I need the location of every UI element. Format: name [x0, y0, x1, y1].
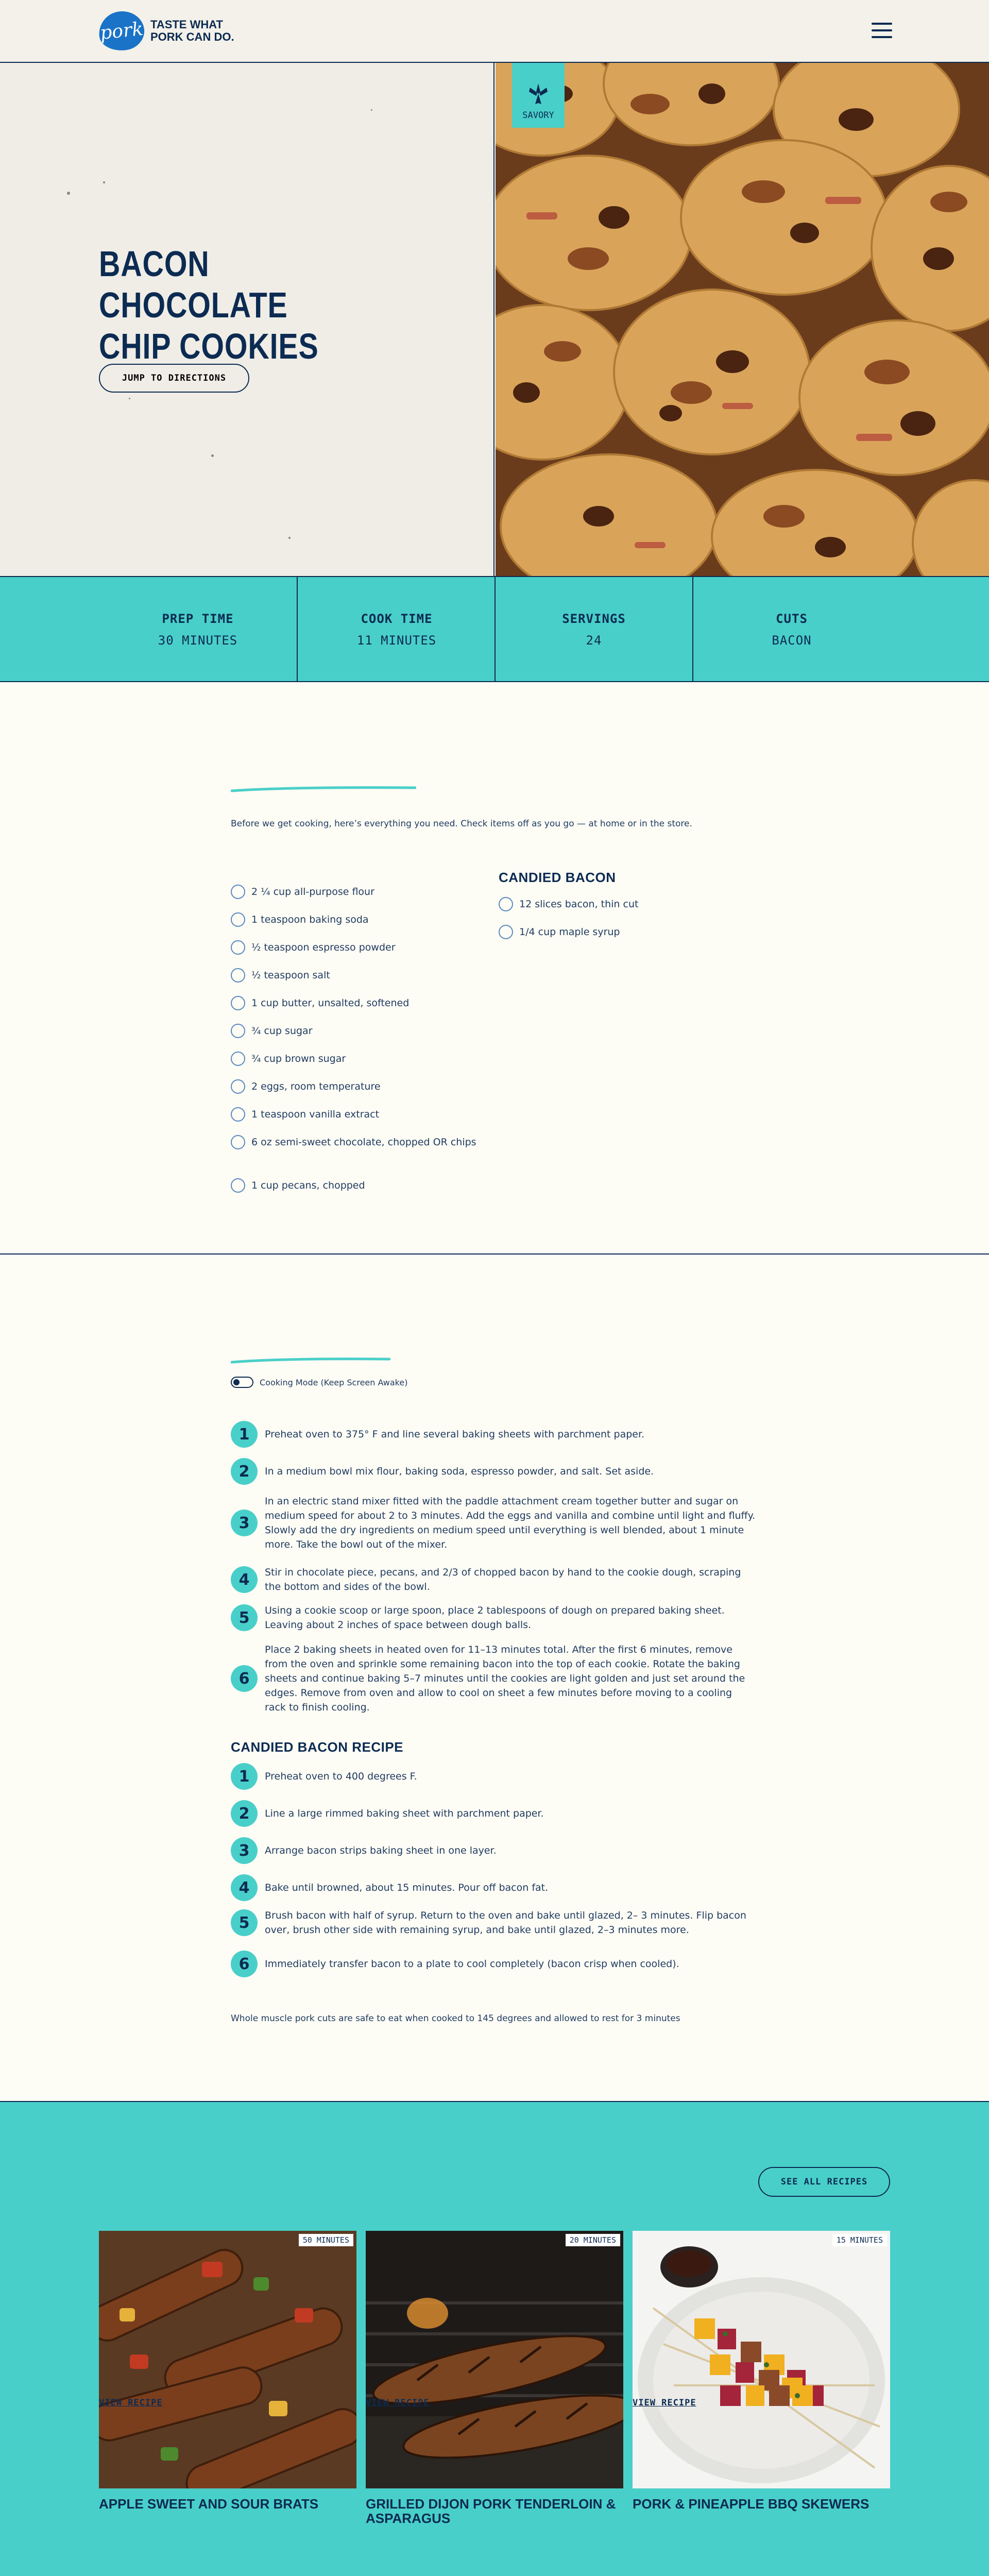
- direction-step: [231, 1565, 756, 1594]
- stat-value: 30 MINUTES: [158, 633, 238, 648]
- step-number: 5: [231, 1604, 258, 1631]
- ingredient-checkbox[interactable]: [231, 940, 245, 955]
- stat-prep-time: [99, 577, 297, 682]
- bacon-step: [231, 1951, 756, 1977]
- recipe-card-photo[interactable]: [99, 2231, 356, 2488]
- cooking-mode-toggle[interactable]: [231, 1377, 253, 1388]
- ingredient-checkbox[interactable]: [231, 1079, 245, 1094]
- step-number: 6: [231, 1665, 258, 1692]
- site-tagline: TASTE WHAT PORK CAN DO.: [150, 18, 234, 43]
- step-text: Place 2 baking sheets in heated oven for 11–13 minutes total. After the first 6 minutes, remove from the oven and sprinkle some remaining bacon into the top of each cookie. Rotate the baking sheets and continue baking 5–7 minutes until the cookies are light golden and just set around the edges. Remove from oven and allow to cool on sheet a few minutes before moving to a cooling rack to finish cooling.: [265, 1644, 745, 1713]
- recipe-card-title[interactable]: GRILLED DIJON PORK TENDERLOIN & ASPARAGUS: [366, 2496, 616, 2526]
- related-recipes-section: [0, 2101, 989, 2576]
- savory-icon: [528, 82, 549, 105]
- direction-step: [231, 1603, 756, 1632]
- recipe-title: BACON CHOCOLATE CHIP COOKIES: [99, 244, 319, 366]
- step-number: 1: [231, 1421, 258, 1448]
- candied-bacon-ingredients-list: [499, 890, 638, 946]
- recipe-time-badge: 15 MINUTES: [832, 2234, 887, 2246]
- ingredients-list: [231, 878, 476, 1199]
- skewers-illustration: [633, 2231, 890, 2488]
- ingredient-checkbox[interactable]: [231, 885, 245, 899]
- category-badge: [512, 63, 565, 128]
- ingredient-checkbox[interactable]: [231, 996, 245, 1010]
- hero-text-panel: [0, 63, 494, 576]
- ingredient-item[interactable]: [231, 934, 476, 961]
- menu-bar: [872, 29, 892, 31]
- direction-step: [231, 1642, 756, 1715]
- hamburger-menu-icon[interactable]: [872, 23, 892, 38]
- step-text: In a medium bowl mix flour, baking soda, espresso powder, and salt. Set aside.: [265, 1466, 654, 1477]
- recipe-card-photo[interactable]: [633, 2231, 890, 2488]
- step-number: 6: [231, 1951, 258, 1977]
- stat-label: COOK TIME: [361, 612, 433, 626]
- stat-cook-time: [298, 577, 496, 682]
- step-number: 2: [231, 1458, 258, 1485]
- ingredient-item[interactable]: [231, 878, 476, 906]
- texture-speck: [129, 398, 130, 399]
- cookies-illustration: [496, 63, 989, 576]
- step-text: Bake until browned, about 15 minutes. Pour off bacon fat.: [265, 1882, 549, 1893]
- stat-label: PREP TIME: [162, 612, 234, 626]
- step-number: 4: [231, 1874, 258, 1901]
- ingredient-checkbox[interactable]: [231, 1052, 245, 1066]
- ingredient-text: ½ teaspoon salt: [251, 970, 330, 981]
- site-logo[interactable]: [99, 11, 238, 50]
- step-number: 3: [231, 1837, 258, 1864]
- step-number: 3: [231, 1510, 258, 1536]
- recipe-card[interactable]: [99, 2231, 356, 2511]
- step-number: 2: [231, 1800, 258, 1827]
- menu-bar: [872, 36, 892, 38]
- texture-speck: [103, 181, 105, 183]
- ingredient-text: 1 cup pecans, chopped: [251, 1180, 365, 1191]
- ingredient-text: 1 cup butter, unsalted, softened: [251, 997, 410, 1009]
- direction-step: [231, 1494, 756, 1552]
- jump-to-directions-button[interactable]: JUMP TO DIRECTIONS: [99, 364, 249, 393]
- recipe-card-title[interactable]: PORK & PINEAPPLE BBQ SKEWERS: [633, 2496, 869, 2512]
- category-label: SAVORY: [522, 110, 554, 121]
- ingredient-text: ¾ cup brown sugar: [251, 1053, 346, 1064]
- stat-value: 24: [586, 633, 602, 648]
- recipe-stats-bar: [0, 576, 989, 682]
- recipe-time-badge: 20 MINUTES: [566, 2234, 620, 2246]
- candied-bacon-heading: CANDIED BACON: [499, 870, 616, 885]
- site-header: [0, 0, 989, 63]
- recipe-hero: [0, 63, 989, 576]
- section-swoosh: [231, 786, 416, 793]
- bacon-step: [231, 1763, 756, 1790]
- bacon-step: [231, 1837, 756, 1864]
- step-text: Line a large rimmed baking sheet with parchment paper.: [265, 1808, 544, 1819]
- recipe-card[interactable]: [633, 2231, 890, 2511]
- section-swoosh: [231, 1357, 390, 1364]
- direction-step: [231, 1458, 756, 1485]
- direction-step: [231, 1421, 756, 1448]
- ingredient-text: 12 slices bacon, thin cut: [519, 899, 639, 910]
- texture-speck: [211, 454, 214, 457]
- stat-servings: [496, 577, 692, 682]
- ingredient-text: 2 eggs, room temperature: [251, 1081, 381, 1092]
- ingredient-item[interactable]: [231, 1172, 476, 1199]
- bacon-step: [231, 1874, 756, 1901]
- view-recipe-link[interactable]: VIEW RECIPE: [99, 2398, 163, 2408]
- step-text: Immediately transfer bacon to a plate to cool completely (bacon crisp when cooled).: [265, 1958, 679, 1970]
- food-safety-note: Whole muscle pork cuts are safe to eat when cooked to 145 degrees and allowed to rest for 3 minutes: [231, 2013, 680, 2024]
- ingredient-item[interactable]: [231, 1100, 476, 1128]
- ingredient-item[interactable]: [231, 989, 476, 1017]
- ingredient-text: 1 teaspoon vanilla extract: [251, 1109, 380, 1120]
- ingredient-checkbox[interactable]: [231, 1107, 245, 1122]
- ingredient-text: ¾ cup sugar: [251, 1025, 313, 1037]
- brats-illustration: [99, 2231, 356, 2488]
- ingredient-item[interactable]: [231, 906, 476, 934]
- step-number: 5: [231, 1909, 258, 1936]
- step-text: Preheat oven to 400 degrees F.: [265, 1771, 417, 1782]
- view-recipe-link[interactable]: VIEW RECIPE: [366, 2398, 430, 2408]
- step-text: Arrange bacon strips baking sheet in one layer.: [265, 1845, 497, 1856]
- ingredient-item[interactable]: [231, 1073, 476, 1100]
- ingredient-item[interactable]: [231, 1045, 476, 1073]
- bacon-step: [231, 1800, 756, 1827]
- step-text: Preheat oven to 375° F and line several baking sheets with parchment paper.: [265, 1429, 645, 1440]
- ingredient-checkbox[interactable]: [499, 897, 513, 911]
- recipe-time-badge: 50 MINUTES: [299, 2234, 353, 2246]
- ingredient-text: 2 ¼ cup all-purpose flour: [251, 886, 374, 897]
- texture-speck: [67, 192, 70, 195]
- tenderloin-illustration: [366, 2231, 623, 2488]
- ingredient-checkbox[interactable]: [499, 925, 513, 939]
- ingredient-text: 6 oz semi-sweet chocolate, chopped OR chips: [251, 1137, 476, 1148]
- step-text: Stir in chocolate piece, pecans, and 2/3 of chopped bacon by hand to the cookie dough, scraping the bottom and sides of the bowl.: [265, 1567, 741, 1592]
- ingredient-text: 1/4 cup maple syrup: [519, 926, 620, 938]
- step-text: Brush bacon with half of syrup. Return to the oven and bake until glazed, 2– 3 minutes. Flip bacon over, brush other side with remaining syrup, and bake until glazed, 2–3 minutes more.: [265, 1910, 746, 1936]
- ingredient-checkbox[interactable]: [231, 912, 245, 927]
- candied-bacon-recipe-heading: CANDIED BACON RECIPE: [231, 1739, 404, 1755]
- ingredient-checkbox[interactable]: [231, 968, 245, 982]
- ingredient-item[interactable]: [499, 890, 638, 918]
- ingredient-item[interactable]: [231, 1128, 476, 1156]
- recipe-photo-cookies: [496, 63, 989, 576]
- pork-logo-badge: pork: [97, 9, 146, 53]
- stat-label: CUTS: [776, 612, 808, 626]
- view-recipe-link[interactable]: VIEW RECIPE: [633, 2398, 696, 2408]
- texture-speck: [371, 109, 372, 111]
- cooking-mode-label: Cooking Mode (Keep Screen Awake): [260, 1377, 408, 1387]
- recipe-card[interactable]: [366, 2231, 623, 2526]
- step-text: In an electric stand mixer fitted with the paddle attachment cream together butter and sugar on medium speed for about 2 to 3 minutes. Add the eggs and vanilla and combine until light and fluffy. Slowly add the dry ingredients on medium speed until everything is well blended, about 1 minute more. Take the bowl out of the mixer.: [265, 1496, 756, 1550]
- ingredient-checkbox[interactable]: [231, 1178, 245, 1193]
- menu-bar: [872, 23, 892, 25]
- ingredient-item[interactable]: [499, 918, 638, 946]
- ingredient-text: ½ teaspoon espresso powder: [251, 942, 396, 953]
- step-number: 4: [231, 1566, 258, 1593]
- cooking-mode-toggle-row: [231, 1377, 407, 1388]
- stat-cuts: [693, 577, 890, 682]
- stat-value: BACON: [772, 633, 812, 648]
- ingredient-text: 1 teaspoon baking soda: [251, 914, 369, 925]
- stat-label: SERVINGS: [562, 612, 626, 626]
- bacon-step: [231, 1908, 756, 1937]
- step-text: Using a cookie scoop or large spoon, place 2 tablespoons of dough on prepared baking sheet. Leaving about 2 inches of space between dough balls.: [265, 1605, 725, 1631]
- ingredient-item[interactable]: [231, 961, 476, 989]
- ingredient-item[interactable]: [231, 1017, 476, 1045]
- see-all-recipes-button[interactable]: SEE ALL RECIPES: [758, 2167, 890, 2197]
- ingredient-checkbox[interactable]: [231, 1024, 245, 1038]
- section-divider: [0, 1253, 989, 1255]
- ingredients-intro: Before we get cooking, here’s everything you need. Check items off as you go — at home or in the store.: [231, 819, 692, 829]
- texture-speck: [288, 537, 291, 539]
- recipe-card-photo[interactable]: [366, 2231, 623, 2488]
- recipe-card-title[interactable]: APPLE SWEET AND SOUR BRATS: [99, 2496, 319, 2512]
- stat-value: 11 MINUTES: [356, 633, 437, 648]
- step-number: 1: [231, 1763, 258, 1790]
- ingredient-checkbox[interactable]: [231, 1135, 245, 1149]
